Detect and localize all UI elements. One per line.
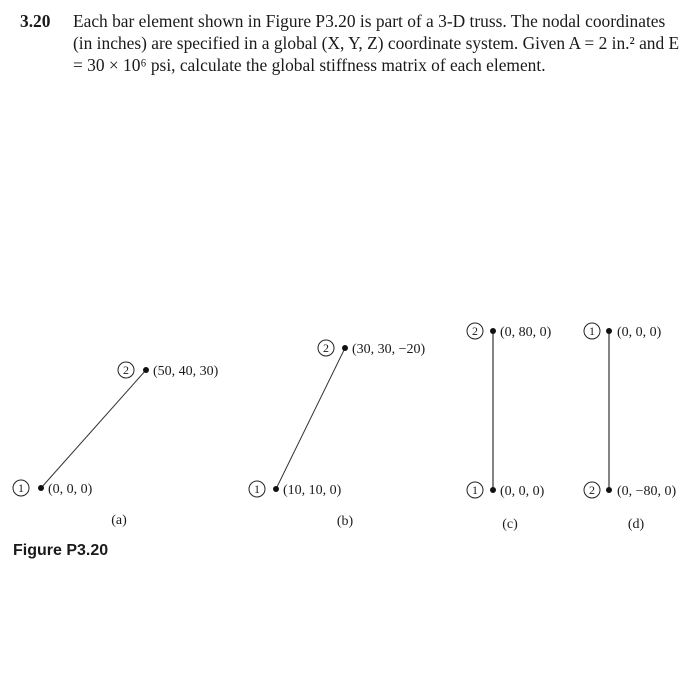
node-number: 2 bbox=[123, 363, 129, 377]
node-coordinates: (50, 40, 30) bbox=[153, 364, 219, 379]
element-c bbox=[467, 323, 552, 532]
node-number: 1 bbox=[589, 324, 595, 338]
node-number: 1 bbox=[472, 483, 478, 497]
node-dot bbox=[490, 328, 496, 334]
subfigure-caption: (d) bbox=[627, 517, 645, 532]
node-coordinates: (0, 0, 0) bbox=[617, 325, 662, 340]
element-d bbox=[584, 323, 677, 532]
node-number: 1 bbox=[254, 482, 260, 496]
node-coordinates: (0, 0, 0) bbox=[500, 484, 545, 499]
node-coordinates: (0, 80, 0) bbox=[500, 325, 552, 340]
subfigure-caption: (c) bbox=[502, 517, 518, 532]
problem-text: Each bar element shown in Figure P3.20 is part of a 3-D truss. The nodal coordinates (in inches) are specified in a global (X, Y, Z) coordinate system. Given A = 2 in.² and E = 30 × 10⁶ psi, calculate the global stiffness matrix of each element. bbox=[73, 11, 680, 75]
subfigure-caption: (b) bbox=[336, 514, 354, 529]
problem-number: 3.20 bbox=[20, 11, 51, 31]
node-number: 1 bbox=[18, 481, 24, 495]
node-dot bbox=[342, 345, 348, 351]
node-dot bbox=[273, 486, 279, 492]
node-dot bbox=[143, 367, 149, 373]
element-b bbox=[249, 340, 426, 529]
node-dot bbox=[490, 487, 496, 493]
node-number: 2 bbox=[472, 324, 478, 338]
node-coordinates: (0, −80, 0) bbox=[617, 484, 677, 499]
node-coordinates: (30, 30, −20) bbox=[352, 342, 426, 357]
node-number: 2 bbox=[323, 341, 329, 355]
node-dot bbox=[606, 487, 612, 493]
node-dot bbox=[38, 485, 44, 491]
element-a bbox=[13, 362, 219, 528]
subfigure-caption: (a) bbox=[111, 513, 127, 528]
node-number: 2 bbox=[589, 483, 595, 497]
node-dot bbox=[606, 328, 612, 334]
figure-label: Figure P3.20 bbox=[13, 542, 109, 559]
node-coordinates: (10, 10, 0) bbox=[283, 483, 342, 498]
node-coordinates: (0, 0, 0) bbox=[48, 482, 93, 497]
bar-b bbox=[276, 348, 345, 489]
bar-a bbox=[41, 370, 146, 488]
